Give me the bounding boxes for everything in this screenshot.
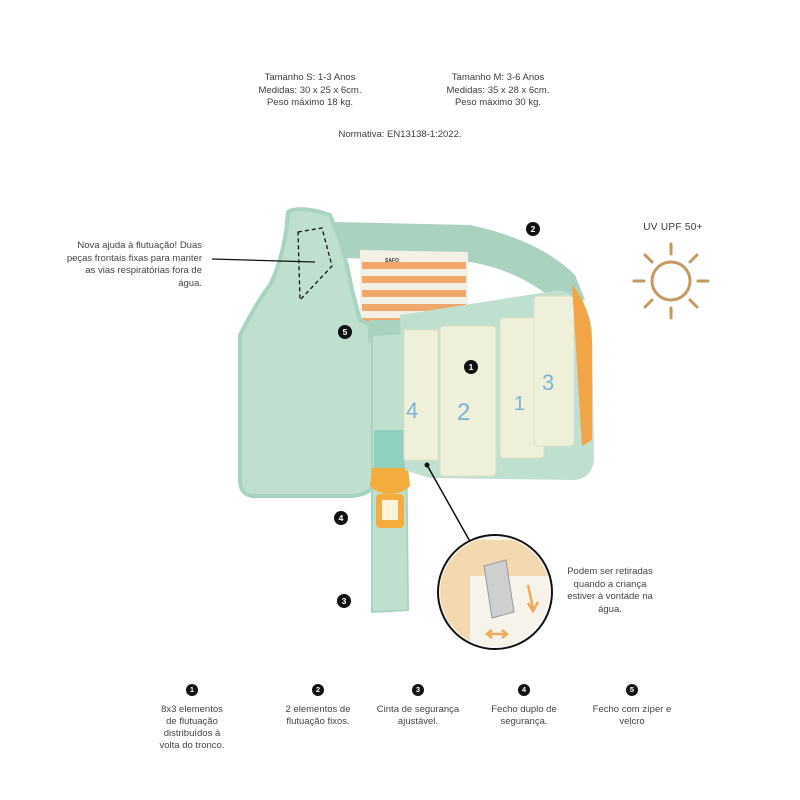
float-number-3: 3 — [542, 370, 555, 395]
legend-text-3: Cinta de segurança ajustável. — [376, 704, 460, 727]
badge-1: 1 — [464, 360, 478, 374]
uv-label: UV UPF 50+ — [643, 222, 703, 233]
size-m-spec — [428, 72, 568, 110]
detail-zoom — [425, 463, 571, 661]
size-s-line1: Tamanho S: 1-3 Anos — [264, 72, 356, 83]
legend-badge-2: 2 — [312, 684, 324, 696]
legend-item-4 — [469, 679, 579, 728]
size-m-line3: Peso máximo 30 kg. — [454, 97, 542, 108]
float-number-2: 2 — [457, 399, 471, 426]
size-m-line2: Medidas: 35 x 28 x 6cm. — [446, 84, 550, 96]
size-s-spec — [240, 72, 380, 110]
float-number-4: 4 — [406, 398, 419, 423]
legend-badge-4: 4 — [518, 684, 530, 696]
buckle-icon — [370, 468, 410, 528]
removable-note: Podem ser retiradas quando a criança estiver à vontade na água. — [567, 566, 653, 615]
vest-right-panel — [400, 285, 594, 480]
legend-item-5 — [577, 679, 687, 728]
size-s-line3: Peso máximo 18 kg. — [266, 97, 354, 108]
legend-item-1 — [137, 679, 247, 752]
legend-badge-1: 1 — [186, 684, 198, 696]
legend-text-5: Fecho com zíper e velcro — [592, 704, 672, 727]
badge-3: 3 — [337, 594, 351, 608]
legend-badge-5: 5 — [626, 684, 638, 696]
badge-5: 5 — [338, 325, 352, 339]
badge-2: 2 — [526, 222, 540, 236]
legend-badge-3: 3 — [412, 684, 424, 696]
size-s-line2: Medidas: 30 x 25 x 6cm. — [258, 84, 362, 96]
legend-item-3 — [363, 679, 473, 728]
legend-text-1: 8x3 elementos de flutuação distribuídos à volta do tronco. — [159, 704, 225, 751]
sun-icon — [634, 244, 708, 318]
float-number-1: 1 — [514, 393, 526, 415]
flotation-note: Nova ajuda à flutuação! Duas peças frontais fixas para manter as vias respiratórias fora de água. — [66, 240, 202, 289]
legend-text-4: Fecho duplo de segurança. — [491, 704, 557, 727]
badge-4: 4 — [334, 511, 348, 525]
legend-text-2: 2 elementos de flutuação fixos. — [285, 704, 351, 727]
legend-item-2 — [263, 679, 373, 728]
vest-brand-label: SAFO — [385, 258, 399, 264]
size-m-line1: Tamanho M: 3-6 Anos — [451, 72, 545, 83]
normativa-text: Normativa: EN13138-1:2022. — [338, 129, 462, 140]
